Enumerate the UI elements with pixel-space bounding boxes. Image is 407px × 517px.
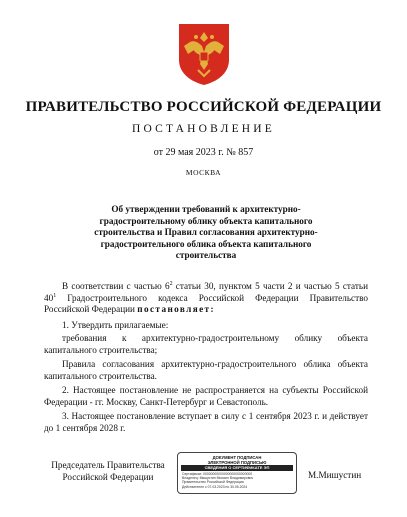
stamp-line-2: ЭЛЕКТРОННОЙ ПОДПИСЬЮ <box>207 460 267 465</box>
item-1-a: требования к архитектурно-градостроительному облику объекта капитального строительства; <box>44 333 368 355</box>
decree-subject: Об утверждении требований к архитектурно-градостроительному облику объекта капитального строительства и Правил согласования архитектурно-градостроительного облика объекта капитального строительства <box>94 204 318 261</box>
government-title: ПРАВИТЕЛЬСТВО РОССИЙСКОЙ ФЕДЕРАЦИИ <box>25 99 382 115</box>
signer-position <box>44 459 172 483</box>
stamp-line-3: СВЕДЕНИЯ О СЕРТИФИКАТЕ ЭП <box>181 465 293 471</box>
item-3-text-a: 3. Настоящее постановление вступает в силу с <box>62 411 249 421</box>
stamp-line-1: ДОКУМЕНТ ПОДПИСАН <box>212 455 262 460</box>
coat-of-arms-emblem <box>176 22 232 86</box>
signer-name: М.Мишустин <box>308 470 362 480</box>
signer-position-line-2: Российской Федерации <box>62 472 154 482</box>
preamble-paragraph <box>44 281 368 316</box>
preamble-text-b: статьи 30, пунктом 5 части 2 и частью 5 статьи 40 <box>44 281 369 303</box>
electronic-signature-stamp <box>177 452 297 494</box>
preamble-text-c: Градостроительного кодекса Российской Федерации Правительство Российской Федерации <box>44 292 368 315</box>
preamble-text-a: В соответствии с частью 6 <box>62 281 170 291</box>
stamp-line-7: Действителен с 07.03.2023 по 30.05.2024 <box>182 484 248 489</box>
signer-position-line-1: Председатель Правительства <box>51 460 165 470</box>
item-3 <box>44 411 368 434</box>
item-3-text-b: 1 сентября 2023 г. <box>248 411 320 421</box>
stamp-line-5: Владелец: Мишустин Михаил Владимирович <box>182 476 254 481</box>
item-1-b: Правила согласования архитектурно-градостроительного облика объекта капитального строительства. <box>44 359 368 381</box>
preamble-sup-1: 2 <box>169 281 173 287</box>
date-and-number: от 29 мая 2023 г. № 857 <box>153 147 254 158</box>
item-2: 2. Настоящее постановление не распространяется на субъекты Российской Федерации - гг. Москву, Санкт-Петербург и Севастополь. <box>44 385 368 407</box>
document-type: ПОСТАНОВЛЕНИЕ <box>131 123 276 135</box>
stamp-details <box>182 472 292 489</box>
stamp-line-6: Правительство Российской Федерации <box>182 480 244 485</box>
item-1: 1. Утвердить прилагаемые: <box>62 320 169 330</box>
preamble-sup-2: 1 <box>53 292 57 299</box>
resolves-word: постановляет: <box>137 304 215 315</box>
stamp-line-4: Сертификат: 00000000000000000000000000 <box>182 472 253 476</box>
city: МОСКВА <box>185 168 222 177</box>
stamp-header <box>178 455 296 465</box>
item-3-text-c: и действует до 1 сентября 2028 г. <box>44 411 368 433</box>
